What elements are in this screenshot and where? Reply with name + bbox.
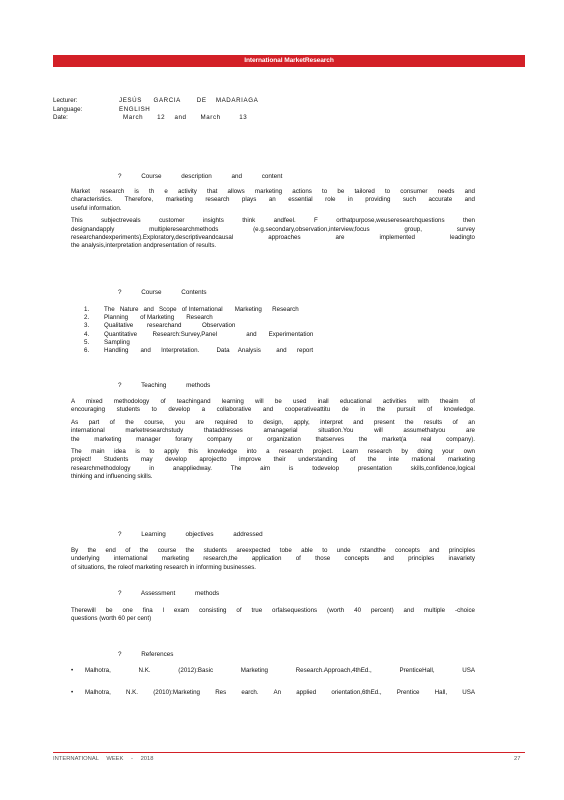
language-label: Language: (53, 105, 83, 113)
title-banner (53, 55, 525, 67)
footer-divider (53, 752, 525, 753)
contents-list (84, 306, 384, 355)
teaching-line: A mixed methodology of teachingand learning will be used inall educational activities with theaim of (71, 398, 475, 405)
teaching-line: the marketing manager forany company or organization thatserves the market(a real company). (71, 435, 475, 443)
assessment-line: questions (worth 60 per cent) (71, 615, 152, 623)
description-line: This subjectreveals customer insights think andfeel. F orthatpurpose,weuseresearchquestions then (71, 217, 475, 225)
description-line: Market research is th e activity that allows marketing actions to be tailored to consumer needs and (71, 188, 475, 195)
date-row (53, 114, 313, 123)
assessment-paragraph (71, 607, 475, 624)
list-item-text: The Nature and Scope of International Marketing Research (104, 306, 299, 313)
list-item-text: Quantitative Research:Survey,Panel and Experimentation (104, 330, 314, 338)
learning-line: By the end of the course the students areexpected tobe able to unde rstandthe concepts and principles (71, 547, 475, 554)
reference-item (71, 667, 475, 676)
section-title-description: ? Course description and content (118, 173, 283, 180)
learning-line: underlying international marketing research,the application of those concepts and principles inavariety (71, 555, 475, 563)
list-item (84, 306, 384, 314)
teaching-line: As part of the course, you are required to design, apply, interpret and present the results of an (71, 418, 475, 426)
language-value: ENGLISH (119, 105, 151, 113)
reference-text: Malhotra, N.K. (2012):Basic Marketing Research.Approach,4thEd., PrenticeHall, USA (85, 667, 475, 674)
list-item (84, 331, 384, 339)
list-item-number: 4. (84, 330, 90, 338)
language-row (53, 106, 313, 115)
list-item-text: Qualitative researchand Observation (104, 322, 236, 330)
teaching-paragraph (71, 398, 475, 482)
reference-text: Malhotra, N.K. (2010):Marketing Res earch. An applied orientation,6thEd., Prentice Hall, USA (85, 688, 475, 696)
list-item-text: Planning of Marketing Research (104, 314, 213, 322)
section-title-assessment: ? Assessment methods (118, 590, 220, 597)
date-value: March 12 and March 13 (123, 114, 248, 121)
description-line: researchandexperiments).Exploratory,descriptiveandcausal approaches are implemented leadingto (71, 233, 475, 241)
list-item-text: Handling and Interpretation. Data Analysis and report (104, 346, 314, 354)
list-item (84, 322, 384, 330)
reference-item (71, 689, 475, 698)
page-number: 27 (514, 756, 521, 762)
bullet-icon: • (71, 667, 74, 674)
banner-title: International MarketResearch (244, 56, 334, 64)
lecturer-label: Lecturer: (53, 97, 78, 104)
description-paragraph (71, 188, 475, 251)
description-line: designandapply multipleresearchmethods (e.g.secondary,observation,interview,focus group, survey (71, 225, 475, 233)
list-item-number: 3. (84, 322, 90, 330)
list-item-number: 1. (84, 306, 90, 313)
description-line: characteristics. Therefore, marketing research plays an essential role in providing such accurate and (71, 196, 475, 204)
footer-text: INTERNATIONAL WEEK - 2018 (53, 756, 154, 762)
list-item (84, 347, 384, 355)
lecturer-value: JESÚS GARCIA DE MADARIAGA (119, 97, 259, 104)
teaching-line: The main idea is to apply this knowledge into a research project. Learn research by doing your own (71, 447, 475, 455)
learning-line: of situations, the roleof marketing research in informing businesses. (71, 563, 257, 571)
teaching-line: thinking and influencing skills. (71, 473, 153, 481)
lecturer-row (53, 97, 313, 106)
description-line: useful information. (71, 204, 122, 212)
learning-paragraph (71, 547, 475, 572)
list-item (84, 314, 384, 322)
assessment-line: Therewill be one fina l exam consisting of true orfalsequestions (worth 40 percent) and multiple -choice (71, 607, 475, 614)
teaching-line: encouraging students to develop a collaborative and cooperativeattitu de in the pursuit of knowledge. (71, 406, 475, 414)
teaching-line: project! Students may develop aprojectto improve their understanding of the inte rnational marketing (71, 456, 475, 464)
course-meta (53, 97, 313, 123)
list-item-number: 6. (84, 346, 90, 354)
list-item (84, 339, 384, 347)
teaching-line: international marketresearchstudy thataddresses amanagerial situation.You will assumethatyou are (71, 427, 475, 435)
list-item-number: 2. (84, 314, 90, 322)
teaching-line: researchmethodology in anappliedway. The aim is todevelop presentation skills,confidence,logical (71, 464, 475, 472)
bullet-icon: • (71, 688, 74, 696)
section-title-learning: ? Learning objectives addressed (118, 531, 263, 538)
section-title-teaching: ? Teaching methods (118, 382, 211, 389)
references-list (71, 667, 475, 710)
section-title-contents: ? Course Contents (118, 289, 207, 296)
list-item-text: Sampling (104, 338, 130, 346)
date-label: Date: (53, 114, 68, 121)
list-item-number: 5. (84, 338, 90, 346)
section-title-references: ? References (118, 651, 174, 658)
description-line: the analysis,interpretation andpresentation of results. (71, 242, 217, 250)
